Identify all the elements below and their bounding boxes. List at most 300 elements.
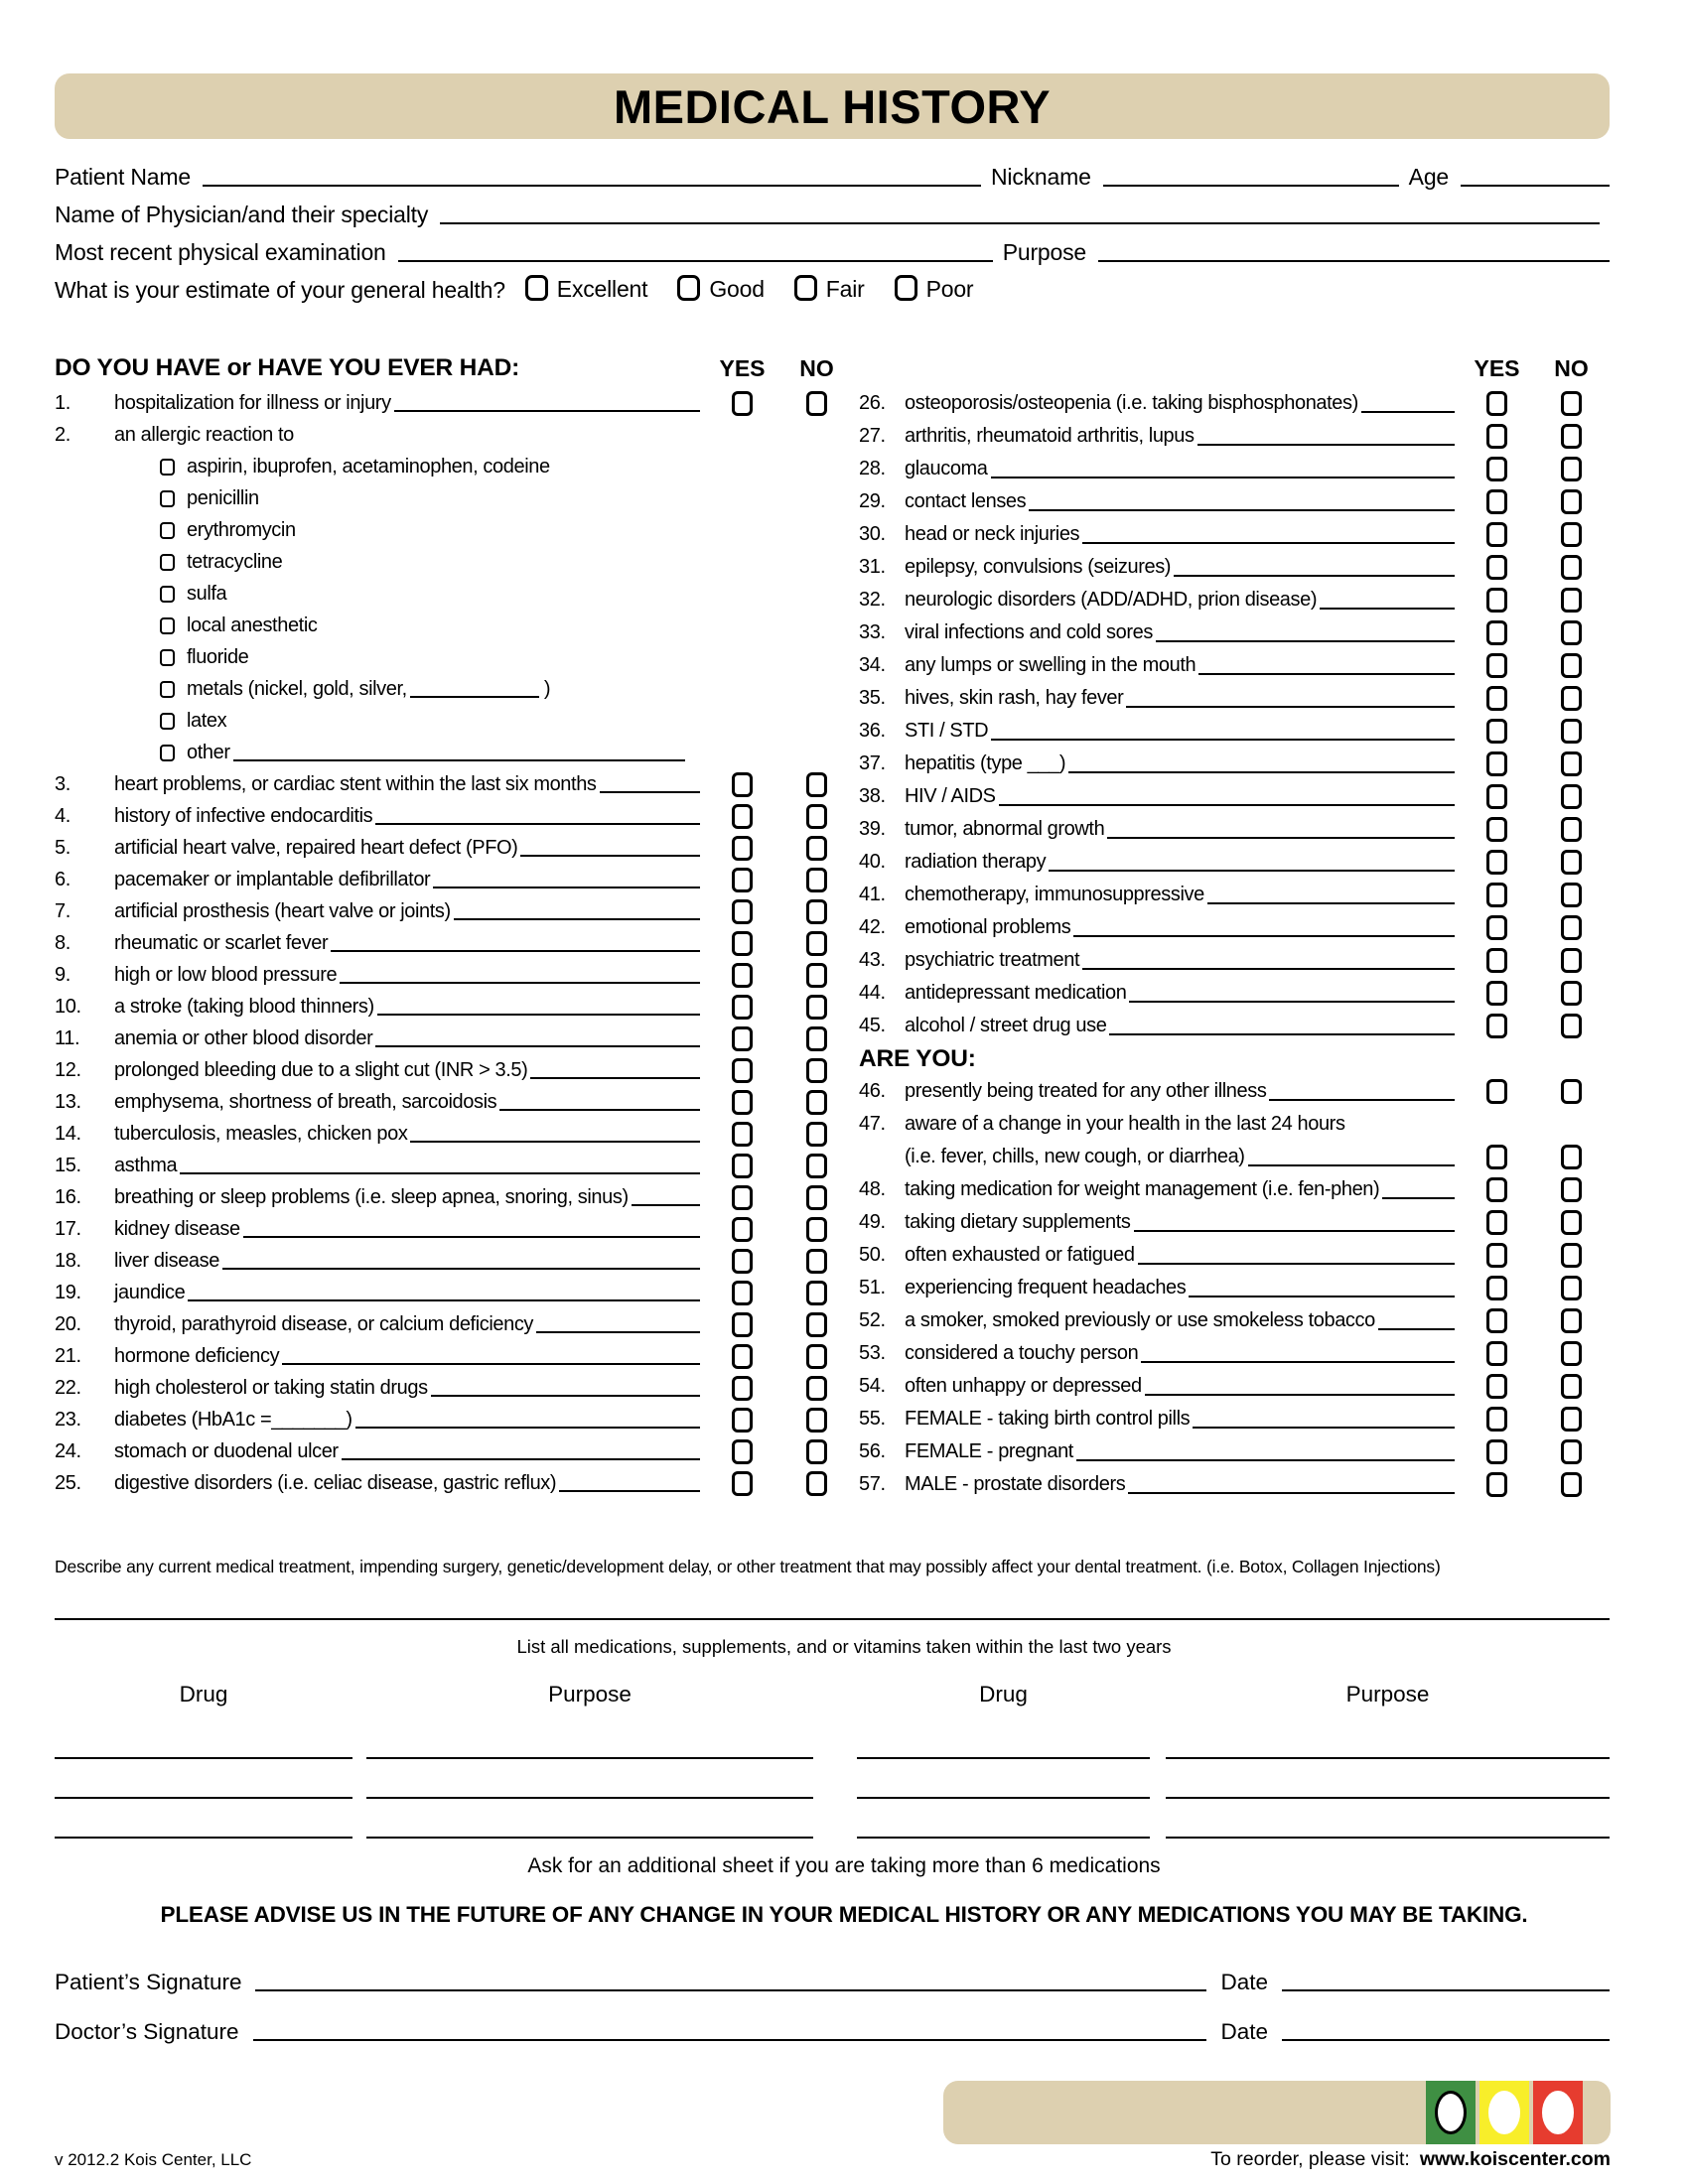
yes-checkbox[interactable] bbox=[1486, 1276, 1507, 1300]
blank-line[interactable] bbox=[1145, 1394, 1455, 1396]
yes-checkbox[interactable] bbox=[1486, 817, 1507, 842]
yes-no-slots bbox=[1460, 1206, 1609, 1239]
yes-checkbox[interactable] bbox=[1486, 1374, 1507, 1399]
blank-line[interactable] bbox=[1248, 1164, 1455, 1166]
checklist-row bbox=[55, 1213, 854, 1245]
med-column-header: Purpose bbox=[1345, 1682, 1430, 1706]
yes-checkbox[interactable] bbox=[1486, 1145, 1507, 1169]
blank-line[interactable] bbox=[342, 1458, 700, 1460]
no-checkbox[interactable] bbox=[1561, 489, 1582, 514]
yes-checkbox[interactable] bbox=[732, 1122, 753, 1147]
nickname-field[interactable] bbox=[1103, 185, 1399, 187]
yes-checkbox[interactable] bbox=[1486, 1210, 1507, 1235]
checklist-row bbox=[55, 959, 854, 991]
health-checkbox-fair[interactable] bbox=[794, 275, 817, 301]
no-checkbox[interactable] bbox=[806, 1154, 827, 1178]
checklist-row bbox=[859, 551, 1609, 584]
checklist-rows-right bbox=[859, 387, 1609, 1501]
item-label: contact lenses bbox=[905, 490, 1027, 512]
yes-checkbox[interactable] bbox=[732, 1344, 753, 1369]
health-checkbox-poor[interactable] bbox=[895, 275, 917, 301]
item-label: hospitalization for illness or injury bbox=[114, 391, 391, 414]
medication-blank-line[interactable] bbox=[1166, 1757, 1610, 1759]
no-slot bbox=[779, 832, 854, 864]
no-checkbox[interactable] bbox=[1561, 391, 1582, 416]
blank-line[interactable] bbox=[340, 982, 700, 984]
blank-line[interactable] bbox=[520, 855, 700, 857]
yes-checkbox[interactable] bbox=[732, 1058, 753, 1083]
item-label: arthritis, rheumatoid arthritis, lupus bbox=[905, 425, 1195, 447]
blank-line[interactable] bbox=[1207, 902, 1455, 904]
no-checkbox[interactable] bbox=[1561, 620, 1582, 645]
no-checkbox[interactable] bbox=[806, 995, 827, 1020]
yes-checkbox[interactable] bbox=[1486, 1177, 1507, 1202]
medication-blank-line[interactable] bbox=[1166, 1837, 1610, 1839]
checklist-row bbox=[859, 420, 1609, 453]
blank-line[interactable] bbox=[1107, 837, 1455, 839]
medication-blank-line[interactable] bbox=[857, 1837, 1150, 1839]
yes-checkbox[interactable] bbox=[732, 1185, 753, 1210]
yes-checkbox[interactable] bbox=[1486, 981, 1507, 1006]
yes-checkbox[interactable] bbox=[1486, 1472, 1507, 1497]
yes-checkbox[interactable] bbox=[732, 1408, 753, 1433]
medications-note: List all medications, supplements, and or vitamins taken within the last two years bbox=[516, 1636, 1172, 1657]
yes-checkbox[interactable] bbox=[732, 1217, 753, 1242]
checklist-header-left bbox=[55, 349, 854, 387]
yes-slot bbox=[1460, 1435, 1534, 1468]
blank-line[interactable] bbox=[1029, 509, 1455, 511]
are-you-heading-row bbox=[859, 1042, 1609, 1075]
blank-line[interactable] bbox=[999, 804, 1455, 806]
yes-slot bbox=[1460, 1141, 1534, 1173]
blank-line[interactable] bbox=[410, 1141, 700, 1143]
no-checkbox[interactable] bbox=[1561, 850, 1582, 875]
item-label: aware of a change in your health in the last 24 hours bbox=[905, 1113, 1345, 1135]
blank-line[interactable] bbox=[243, 1236, 700, 1238]
no-checkbox[interactable] bbox=[1561, 588, 1582, 613]
blank-line[interactable] bbox=[1378, 1328, 1455, 1330]
yes-checkbox[interactable] bbox=[1486, 588, 1507, 613]
checklist-row bbox=[55, 1340, 854, 1372]
yes-checkbox[interactable] bbox=[732, 1090, 753, 1115]
yes-checkbox[interactable] bbox=[1486, 1079, 1507, 1104]
yes-checkbox[interactable] bbox=[732, 963, 753, 988]
blank-line[interactable] bbox=[1126, 706, 1455, 708]
blank-line[interactable] bbox=[433, 887, 700, 888]
allergy-option-label: sulfa bbox=[187, 582, 227, 605]
no-slot bbox=[779, 1277, 854, 1308]
health-checkbox-excellent[interactable] bbox=[525, 275, 548, 301]
yes-checkbox[interactable] bbox=[732, 1376, 753, 1401]
allergy-checkbox[interactable] bbox=[160, 586, 175, 603]
blank-line[interactable] bbox=[530, 1077, 700, 1079]
yes-checkbox[interactable] bbox=[1486, 850, 1507, 875]
yes-no-slots bbox=[1460, 1272, 1609, 1304]
no-checkbox[interactable] bbox=[806, 1122, 827, 1147]
yes-no-slots bbox=[1460, 518, 1609, 551]
allergy-checkbox[interactable] bbox=[160, 554, 175, 571]
no-checkbox[interactable] bbox=[1561, 948, 1582, 973]
yes-checkbox[interactable] bbox=[1486, 555, 1507, 580]
yes-slot bbox=[1460, 420, 1534, 453]
blank-line[interactable] bbox=[1193, 1427, 1455, 1429]
blank-line[interactable] bbox=[1141, 1361, 1455, 1363]
patient-signature-field[interactable] bbox=[255, 1989, 1206, 1991]
no-header-label: NO bbox=[1554, 354, 1589, 381]
blank-line[interactable] bbox=[431, 1395, 700, 1397]
allergy-option-row bbox=[160, 482, 690, 514]
item-number: 46. bbox=[859, 1080, 886, 1102]
medication-blank-line[interactable] bbox=[366, 1757, 813, 1759]
item-number: 28. bbox=[859, 458, 886, 479]
no-checkbox[interactable] bbox=[1561, 457, 1582, 481]
checklist-row bbox=[859, 1272, 1609, 1304]
yes-checkbox[interactable] bbox=[732, 899, 753, 924]
yes-no-slots bbox=[705, 387, 854, 419]
no-checkbox[interactable] bbox=[806, 1344, 827, 1369]
blank-line[interactable] bbox=[1049, 870, 1455, 872]
checklist-heading: DO YOU HAVE or HAVE YOU EVER HAD: bbox=[55, 354, 520, 381]
item-number: 15. bbox=[55, 1154, 81, 1176]
yes-slot bbox=[705, 1150, 779, 1181]
yes-checkbox[interactable] bbox=[1486, 424, 1507, 449]
no-checkbox[interactable] bbox=[1561, 653, 1582, 678]
blank-line[interactable] bbox=[188, 1299, 700, 1301]
yes-checkbox[interactable] bbox=[732, 1154, 753, 1178]
no-checkbox[interactable] bbox=[806, 772, 827, 797]
no-checkbox[interactable] bbox=[806, 1376, 827, 1401]
medication-blank-line[interactable] bbox=[857, 1797, 1150, 1799]
med-column-header: Purpose bbox=[548, 1682, 632, 1706]
no-checkbox[interactable] bbox=[1561, 751, 1582, 776]
no-checkbox[interactable] bbox=[806, 391, 827, 416]
yes-checkbox[interactable] bbox=[1486, 948, 1507, 973]
yes-checkbox[interactable] bbox=[1486, 489, 1507, 514]
yes-checkbox[interactable] bbox=[1486, 620, 1507, 645]
yes-no-slots bbox=[705, 1404, 854, 1435]
allergy-option-row bbox=[160, 451, 690, 482]
no-checkbox[interactable] bbox=[1561, 1145, 1582, 1169]
no-slot bbox=[779, 1054, 854, 1086]
yes-checkbox[interactable] bbox=[732, 772, 753, 797]
yes-checkbox[interactable] bbox=[1486, 391, 1507, 416]
blank-line[interactable] bbox=[180, 1172, 700, 1174]
yes-checkbox[interactable] bbox=[1486, 883, 1507, 907]
allergy-checkbox[interactable] bbox=[160, 681, 175, 698]
checklist-row bbox=[859, 1141, 1609, 1173]
checklist-row bbox=[859, 846, 1609, 879]
kois-logo-bar bbox=[943, 2081, 1611, 2144]
item-label: antidepressant medication bbox=[905, 982, 1127, 1004]
no-checkbox[interactable] bbox=[806, 1408, 827, 1433]
no-checkbox[interactable] bbox=[806, 1185, 827, 1210]
yes-checkbox[interactable] bbox=[732, 1026, 753, 1051]
blank-line[interactable] bbox=[394, 410, 700, 412]
blank-line[interactable] bbox=[454, 918, 700, 920]
yes-slot bbox=[705, 895, 779, 927]
yes-checkbox[interactable] bbox=[1486, 1014, 1507, 1038]
yes-checkbox[interactable] bbox=[732, 995, 753, 1020]
blank-line[interactable] bbox=[1382, 1197, 1455, 1199]
no-checkbox[interactable] bbox=[1561, 981, 1582, 1006]
blank-line[interactable] bbox=[559, 1490, 700, 1492]
medication-blank-line[interactable] bbox=[55, 1837, 352, 1839]
item-label: heart problems, or cardiac stent within the last six months bbox=[114, 772, 597, 795]
no-slot bbox=[1534, 944, 1609, 977]
no-checkbox[interactable] bbox=[1561, 424, 1582, 449]
item-label: emotional problems bbox=[905, 916, 1071, 938]
blank-line[interactable] bbox=[1198, 673, 1455, 675]
item-number: 9. bbox=[55, 963, 70, 986]
blank-line[interactable] bbox=[1174, 575, 1455, 577]
no-checkbox[interactable] bbox=[1561, 883, 1582, 907]
no-checkbox[interactable] bbox=[806, 1058, 827, 1083]
item-number: 48. bbox=[859, 1178, 886, 1200]
item-number: 29. bbox=[859, 490, 886, 512]
blank-line[interactable] bbox=[1073, 935, 1455, 937]
doctor-date-field[interactable] bbox=[1282, 2039, 1610, 2041]
no-checkbox[interactable] bbox=[1561, 915, 1582, 940]
no-checkbox[interactable] bbox=[1561, 784, 1582, 809]
allergy-checkbox[interactable] bbox=[160, 617, 175, 634]
health-checkbox-good[interactable] bbox=[677, 275, 700, 301]
no-checkbox[interactable] bbox=[806, 1090, 827, 1115]
blank-line[interactable] bbox=[1361, 411, 1455, 413]
checklist-row bbox=[55, 832, 854, 864]
blank-line[interactable] bbox=[499, 1109, 700, 1111]
no-checkbox[interactable] bbox=[806, 1026, 827, 1051]
checklist-row bbox=[55, 1181, 854, 1213]
item-number: 38. bbox=[859, 785, 886, 807]
item-number: 39. bbox=[859, 818, 886, 840]
blank-line[interactable] bbox=[1076, 1459, 1455, 1461]
blank-line[interactable] bbox=[375, 823, 700, 825]
item-number: 42. bbox=[859, 916, 886, 938]
checklist-row bbox=[55, 1245, 854, 1277]
yes-checkbox[interactable] bbox=[1486, 1439, 1507, 1464]
no-checkbox[interactable] bbox=[1561, 1177, 1582, 1202]
blank-line[interactable] bbox=[1320, 608, 1455, 610]
medication-blank-line[interactable] bbox=[366, 1837, 813, 1839]
blank-line[interactable] bbox=[355, 1427, 700, 1429]
footer bbox=[55, 2148, 1611, 2171]
no-checkbox[interactable] bbox=[1561, 1308, 1582, 1333]
medication-blank-line[interactable] bbox=[1166, 1797, 1610, 1799]
yes-checkbox[interactable] bbox=[1486, 522, 1507, 547]
no-checkbox[interactable] bbox=[1561, 1014, 1582, 1038]
yes-checkbox[interactable] bbox=[1486, 915, 1507, 940]
blank-line[interactable] bbox=[331, 950, 700, 952]
describe-treatment-field[interactable] bbox=[55, 1586, 1610, 1620]
no-checkbox[interactable] bbox=[1561, 1276, 1582, 1300]
yes-no-slots bbox=[1460, 748, 1609, 780]
yes-checkbox[interactable] bbox=[732, 931, 753, 956]
yes-slot bbox=[705, 1404, 779, 1435]
yes-checkbox[interactable] bbox=[732, 1471, 753, 1496]
no-checkbox[interactable] bbox=[806, 836, 827, 861]
yes-no-slots bbox=[1460, 453, 1609, 485]
blank-line[interactable] bbox=[1138, 1263, 1455, 1265]
blank-line[interactable] bbox=[1068, 771, 1455, 773]
no-slot bbox=[1534, 1435, 1609, 1468]
physician-field[interactable] bbox=[440, 222, 1600, 224]
yes-no-slots bbox=[705, 1435, 854, 1467]
yes-checkbox[interactable] bbox=[1486, 653, 1507, 678]
blank-line[interactable] bbox=[377, 1014, 700, 1016]
yes-checkbox[interactable] bbox=[1486, 719, 1507, 744]
checklist-row bbox=[55, 1086, 854, 1118]
blank-line[interactable] bbox=[1128, 1492, 1455, 1494]
blank-line[interactable] bbox=[282, 1363, 700, 1365]
yes-checkbox[interactable] bbox=[732, 868, 753, 892]
health-option-good bbox=[677, 275, 764, 304]
allergy-checkbox[interactable] bbox=[160, 490, 175, 507]
medication-blank-line[interactable] bbox=[55, 1757, 352, 1759]
yes-checkbox[interactable] bbox=[1486, 457, 1507, 481]
no-checkbox[interactable] bbox=[1561, 817, 1582, 842]
yes-checkbox[interactable] bbox=[1486, 751, 1507, 776]
no-checkbox[interactable] bbox=[1561, 1407, 1582, 1432]
medication-blank-line[interactable] bbox=[366, 1797, 813, 1799]
no-checkbox[interactable] bbox=[806, 1312, 827, 1337]
yes-no-slots bbox=[294, 419, 443, 451]
blank-line[interactable] bbox=[410, 696, 539, 698]
no-checkbox[interactable] bbox=[806, 1217, 827, 1242]
no-checkbox[interactable] bbox=[806, 1281, 827, 1305]
item-label: any lumps or swelling in the mouth bbox=[905, 654, 1196, 676]
checklist-row bbox=[55, 991, 854, 1023]
checklist-row bbox=[859, 780, 1609, 813]
medication-blank-line[interactable] bbox=[857, 1757, 1150, 1759]
doctor-signature-field[interactable] bbox=[253, 2039, 1207, 2041]
yes-checkbox[interactable] bbox=[732, 836, 753, 861]
medications-table-rows bbox=[55, 1719, 1610, 1839]
item-label: neurologic disorders (ADD/ADHD, prion disease) bbox=[905, 589, 1318, 611]
blank-line[interactable] bbox=[233, 759, 685, 761]
no-slot bbox=[779, 1245, 854, 1277]
health-option-label: Excellent bbox=[556, 276, 648, 302]
no-checkbox[interactable] bbox=[806, 931, 827, 956]
no-checkbox[interactable] bbox=[1561, 1374, 1582, 1399]
red-square-icon bbox=[1533, 2081, 1583, 2144]
yes-checkbox[interactable] bbox=[1486, 1341, 1507, 1366]
exam-field[interactable] bbox=[398, 260, 993, 262]
checklist-row bbox=[55, 927, 854, 959]
no-checkbox[interactable] bbox=[1561, 1210, 1582, 1235]
blank-line[interactable] bbox=[222, 1268, 700, 1270]
blank-line[interactable] bbox=[1156, 640, 1455, 642]
item-number: 25. bbox=[55, 1471, 81, 1494]
patient-name-label: Patient Name bbox=[55, 164, 191, 190]
blank-line[interactable] bbox=[536, 1331, 700, 1333]
blank-line[interactable] bbox=[632, 1204, 700, 1206]
yes-checkbox[interactable] bbox=[732, 391, 753, 416]
purpose-field[interactable] bbox=[1098, 260, 1610, 262]
allergy-checkbox[interactable] bbox=[160, 745, 175, 761]
blank-line[interactable] bbox=[1189, 1296, 1455, 1297]
no-checkbox[interactable] bbox=[1561, 686, 1582, 711]
no-checkbox[interactable] bbox=[806, 868, 827, 892]
no-slot bbox=[779, 1340, 854, 1372]
no-checkbox[interactable] bbox=[806, 1471, 827, 1496]
no-checkbox[interactable] bbox=[806, 1439, 827, 1464]
no-slot bbox=[1534, 1370, 1609, 1403]
medication-blank-line[interactable] bbox=[55, 1797, 352, 1799]
checklist-header-right bbox=[859, 349, 1609, 387]
allergy-checkbox[interactable] bbox=[160, 649, 175, 666]
item-number: 40. bbox=[859, 851, 886, 873]
item-label: hepatitis (type ___) bbox=[905, 752, 1066, 774]
blank-line[interactable] bbox=[1129, 1001, 1455, 1003]
no-checkbox[interactable] bbox=[806, 1249, 827, 1274]
yes-no-slots bbox=[705, 1308, 854, 1340]
yes-checkbox[interactable] bbox=[732, 1281, 753, 1305]
allergy-checkbox[interactable] bbox=[160, 522, 175, 539]
yes-checkbox[interactable] bbox=[1486, 1407, 1507, 1432]
no-checkbox[interactable] bbox=[1561, 555, 1582, 580]
yes-checkbox[interactable] bbox=[1486, 784, 1507, 809]
no-slot bbox=[1534, 879, 1609, 911]
allergy-option-label: aspirin, ibuprofen, acetaminophen, codeine bbox=[187, 455, 550, 478]
blank-line[interactable] bbox=[1269, 1099, 1455, 1101]
allergy-checkbox[interactable] bbox=[160, 459, 175, 476]
blank-line[interactable] bbox=[1197, 444, 1455, 446]
blank-line[interactable] bbox=[1109, 1033, 1455, 1035]
no-checkbox[interactable] bbox=[1561, 1472, 1582, 1497]
blank-line[interactable] bbox=[991, 739, 1455, 741]
allergy-checkbox[interactable] bbox=[160, 713, 175, 730]
blank-line[interactable] bbox=[375, 1045, 700, 1047]
no-checkbox[interactable] bbox=[1561, 1243, 1582, 1268]
no-checkbox[interactable] bbox=[806, 804, 827, 829]
blank-line[interactable] bbox=[1082, 968, 1455, 970]
blank-line[interactable] bbox=[1134, 1230, 1455, 1232]
yes-slot bbox=[1460, 1304, 1534, 1337]
patient-date-field[interactable] bbox=[1282, 1989, 1610, 1991]
no-checkbox[interactable] bbox=[1561, 522, 1582, 547]
yes-no-slots bbox=[705, 832, 854, 864]
item-number: 11. bbox=[55, 1026, 80, 1049]
blank-line[interactable] bbox=[1082, 542, 1455, 544]
allergy-option-label: penicillin bbox=[187, 486, 259, 509]
yes-slot bbox=[1460, 1370, 1534, 1403]
patient-name-field[interactable] bbox=[203, 185, 981, 187]
no-checkbox[interactable] bbox=[1561, 719, 1582, 744]
item-label: artificial heart valve, repaired heart defect (PFO) bbox=[114, 836, 518, 859]
item-label: prolonged bleeding due to a slight cut (INR > 3.5) bbox=[114, 1058, 528, 1081]
no-slot bbox=[1534, 911, 1609, 944]
no-checkbox[interactable] bbox=[1561, 1439, 1582, 1464]
reorder-url[interactable]: www.koiscenter.com bbox=[1419, 2148, 1611, 2170]
yes-checkbox[interactable] bbox=[732, 1312, 753, 1337]
yes-checkbox[interactable] bbox=[1486, 1308, 1507, 1333]
item-label: tuberculosis, measles, chicken pox bbox=[114, 1122, 408, 1145]
no-checkbox[interactable] bbox=[806, 899, 827, 924]
no-checkbox[interactable] bbox=[806, 963, 827, 988]
yes-checkbox[interactable] bbox=[732, 1439, 753, 1464]
yes-checkbox[interactable] bbox=[732, 804, 753, 829]
yes-checkbox[interactable] bbox=[1486, 1243, 1507, 1268]
no-checkbox[interactable] bbox=[1561, 1341, 1582, 1366]
no-checkbox[interactable] bbox=[1561, 1079, 1582, 1104]
yes-checkbox[interactable] bbox=[732, 1249, 753, 1274]
no-slot bbox=[1534, 584, 1609, 616]
item-number: 4. bbox=[55, 804, 70, 827]
yes-checkbox[interactable] bbox=[1486, 686, 1507, 711]
blank-line[interactable] bbox=[600, 791, 700, 793]
age-field[interactable] bbox=[1461, 185, 1610, 187]
blank-line[interactable] bbox=[991, 477, 1455, 478]
